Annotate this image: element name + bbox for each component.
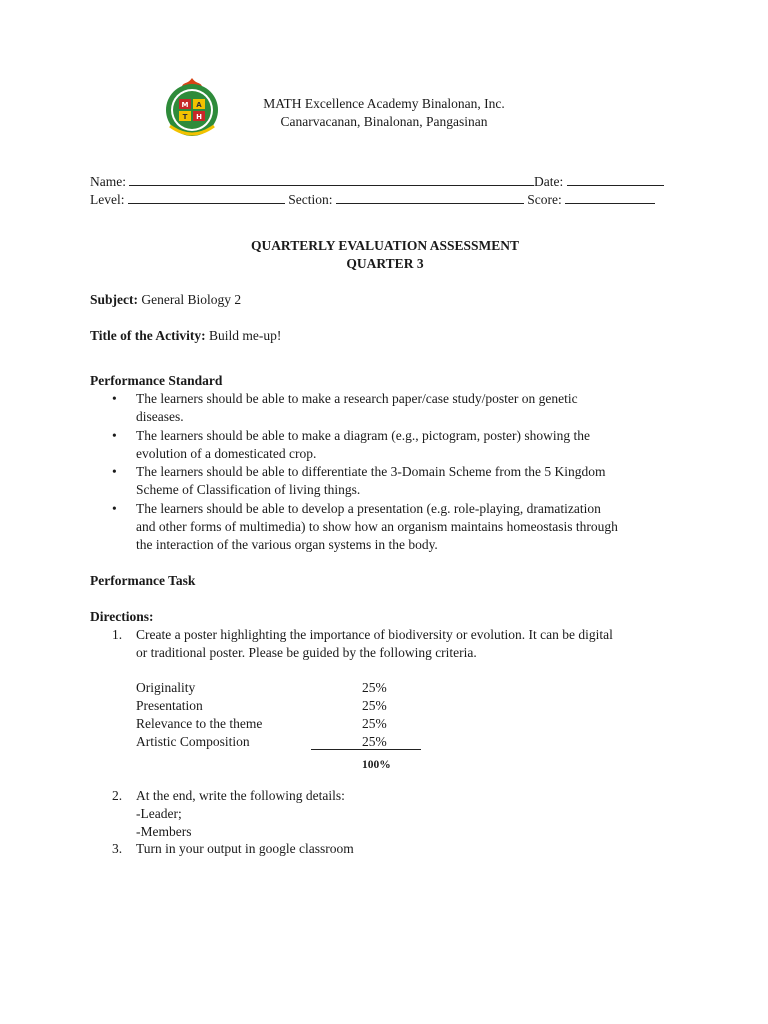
name-date-row — [90, 172, 680, 190]
bullet-icon: • — [112, 464, 117, 479]
name-label: Name: — [90, 174, 126, 189]
level-section-score-row — [90, 190, 680, 208]
name-blank[interactable] — [129, 172, 534, 186]
school-name: MATH Excellence Academy Binalonan, Inc. — [263, 96, 505, 111]
directions-heading: Directions: — [90, 609, 154, 624]
bullet-icon: • — [112, 501, 117, 516]
level-blank[interactable] — [128, 190, 285, 204]
criteria-total: 100% — [362, 759, 391, 771]
score-blank[interactable] — [565, 190, 655, 204]
direction-item: Turn in your output in google classroom — [136, 841, 354, 856]
title-line-2: QUARTER 3 — [346, 256, 424, 271]
criteria-row: Originality 25% — [136, 680, 387, 695]
bullet-icon: • — [112, 391, 117, 406]
section-label: Section: — [288, 192, 333, 207]
school-header — [200, 95, 568, 131]
activity-value: Build me-up! — [208, 328, 282, 343]
subject-line — [90, 291, 690, 309]
direction-item: Create a poster highlighting the importance of biodiversity or evolution. It can be digital or traditional poster. Please be guided by the following criteria. — [136, 627, 613, 660]
svg-text:A: A — [196, 101, 202, 109]
title-line-1: QUARTERLY EVALUATION ASSESSMENT — [250, 238, 520, 253]
subject-value: General Biology 2 — [141, 292, 242, 307]
school-address: Canarvacanan, Binalonan, Pangasinan — [280, 114, 488, 129]
direction-number: 1. — [112, 627, 123, 642]
level-label: Level: — [90, 192, 125, 207]
date-label: Date: — [534, 174, 564, 189]
date-blank[interactable] — [567, 172, 664, 186]
performance-standard-heading: Performance Standard — [90, 373, 223, 388]
activity-line — [90, 327, 690, 345]
activity-label: Title of the Activity: — [90, 328, 206, 343]
standard-item: The learners should be able to make a research paper/case study/poster on genetic diseases. — [136, 391, 578, 424]
svg-text:H: H — [196, 113, 202, 121]
total-rule — [311, 749, 421, 750]
subject-label: Subject: — [90, 292, 138, 307]
score-label: Score: — [527, 192, 562, 207]
criteria-row: Relevance to the theme 25% — [136, 716, 387, 731]
performance-task-heading: Performance Task — [90, 573, 196, 588]
svg-text:T: T — [182, 113, 188, 121]
standard-item: The learners should be able to differentiate the 3-Domain Scheme from the 5 Kingdom Scheme of Classification of living things. — [136, 464, 606, 497]
criteria-table — [136, 679, 436, 751]
direction-number: 3. — [112, 841, 123, 856]
criteria-row: Artistic Composition 25% — [136, 733, 436, 751]
bullet-icon: • — [112, 428, 117, 443]
section-blank[interactable] — [336, 190, 524, 204]
criteria-row: Presentation 25% — [136, 698, 387, 713]
assessment-title — [90, 237, 680, 273]
direction-item: At the end, write the following details: -Leader; -Members — [136, 788, 345, 839]
direction-number: 2. — [112, 788, 123, 803]
svg-text:M: M — [181, 101, 189, 109]
standard-item: The learners should be able to develop a presentation (e.g. role-playing, dramatization and other forms of multimedia) to show how an organism maintains homeostasis through the interaction of the various organ systems in the body. — [136, 501, 618, 552]
standard-item: The learners should be able to make a diagram (e.g., pictogram, poster) showing the evolution of a domesticated crop. — [136, 428, 590, 461]
